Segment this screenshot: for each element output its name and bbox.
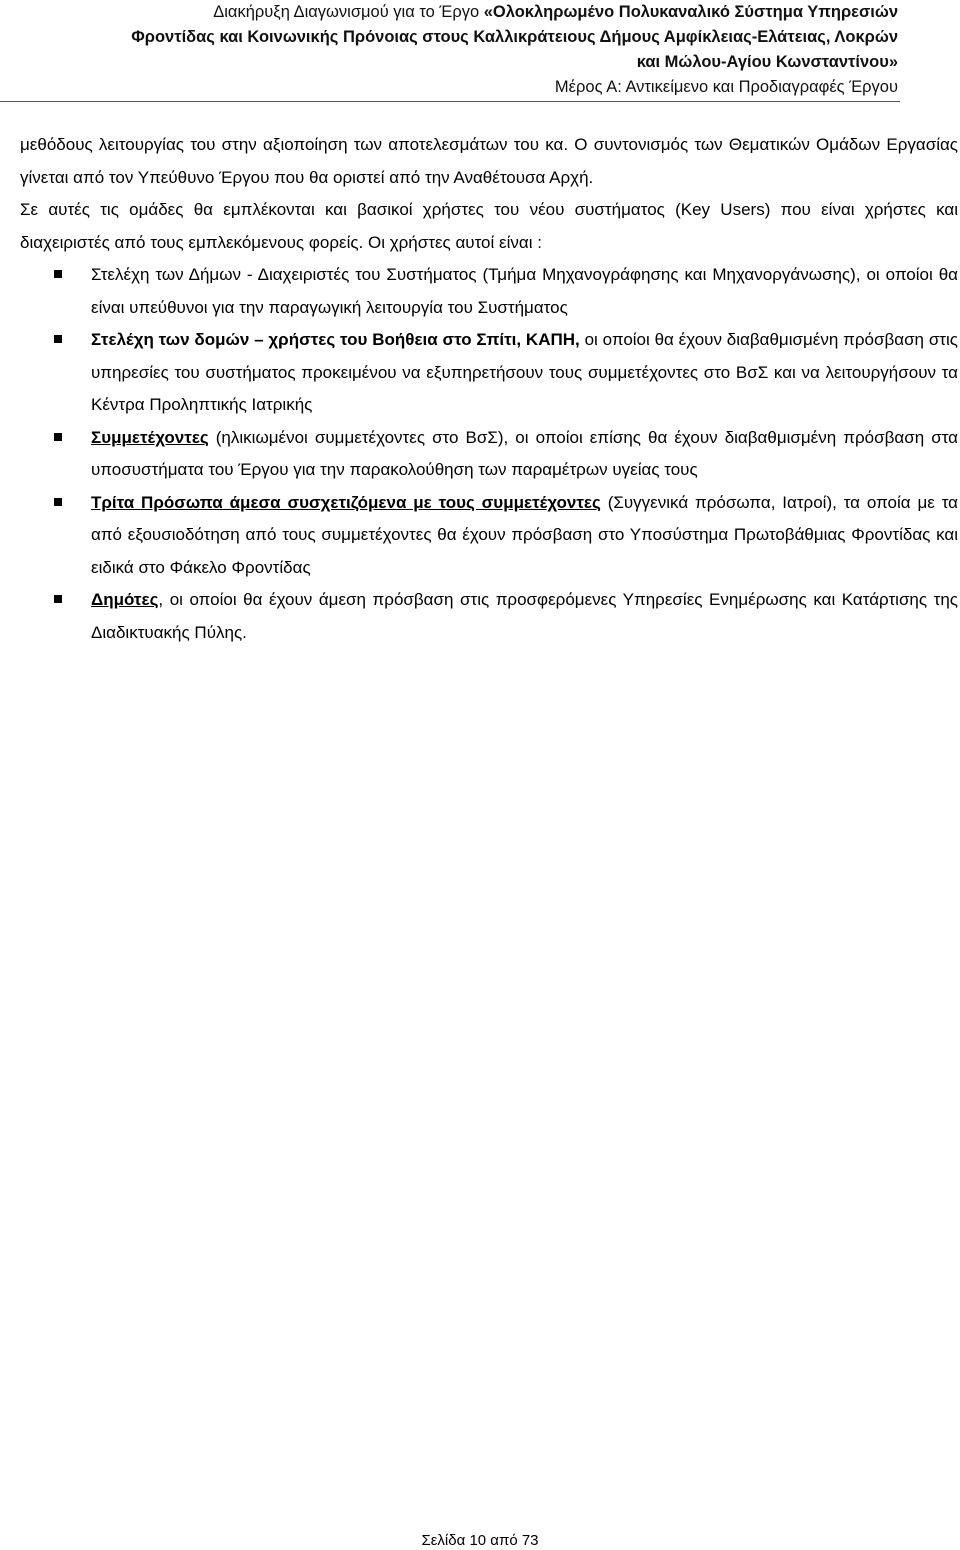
list-item-text: Στελέχη των Δήμων - Διαχειριστές του Συστήματος (Τμήμα Μηχανογράφησης και Μηχανοργάνωσης), οι οποίοι θα είναι υπεύθυνοι για την παραγωγική λειτουργία του Συστήματος <box>91 265 958 317</box>
square-bullet-icon <box>54 270 62 278</box>
header-line-2 <box>0 25 898 50</box>
list-item-bold: Στελέχη των δομών – χρήστες του Βοήθεια στο Σπίτι, ΚΑΠΗ, <box>91 330 580 349</box>
list-item-bold: Συμμετέχοντες <box>91 427 209 447</box>
paragraph-2: Σε αυτές τις ομάδες θα εμπλέκονται και βασικοί χρήστες του νέου συστήματος (Key Users) που είναι χρήστες και διαχειριστές από τους εμπλεκόμενους φορείς. Οι χρήστες αυτοί είναι : <box>20 200 958 252</box>
document-header <box>0 0 898 100</box>
list-item-bold: Τρίτα Πρόσωπα άμεσα συσχετιζόμενα με τους συμμετέχοντες <box>91 492 601 512</box>
list-item-text: , οι οποίοι θα έχουν άμεση πρόσβαση στις προσφερόμενες Υπηρεσίες Ενημέρωσης και Κατάρτισης της Διαδικτυακής Πύλης. <box>91 590 958 642</box>
square-bullet-icon <box>54 595 62 603</box>
list-item-bold: Δημότες <box>91 590 159 609</box>
list-item-text: οι οποίοι θα έχουν διαβαθμισμένη πρόσβαση στις υπηρεσίες του συστήματος προκειμένου να εξυπηρετήσουν τους συμμετέχοντες στο ΒσΣ και να λειτουργήσουν τα Κέντρα Προληπτικής Ιατρικής <box>91 330 958 414</box>
list-item-text: (ηλικιωμένοι συμμετέχοντες στο ΒσΣ), οι οποίοι επίσης θα έχουν διαβαθμισμένη πρόσβαση στα υποσυστήματα του Έργου για την παρακολούθηση των παραμέτρων υγείας τους <box>91 427 958 479</box>
header-line-3 <box>0 50 898 75</box>
square-bullet-icon <box>54 335 62 343</box>
header-line-1 <box>0 0 898 25</box>
square-bullet-icon <box>54 433 62 441</box>
square-bullet-icon <box>54 498 62 506</box>
header-line-2-text: Φροντίδας και Κοινωνικής Πρόνοιας στους Καλλικράτειους Δήμους Αμφίκλειας-Ελάτειας, Λοκρών <box>131 28 898 46</box>
list-item <box>20 259 958 324</box>
header-line-4: Μέρος Α: Αντικείμενο και Προδιαγραφές Έργου <box>554 78 898 96</box>
list-item <box>20 324 958 422</box>
document-body <box>20 129 958 649</box>
user-list <box>20 259 958 649</box>
header-line-1-prefix: Διακήρυξη Διαγωνισμού για το Έργο <box>213 3 484 21</box>
list-item <box>20 487 958 585</box>
header-line-3-text: και Μώλου-Αγίου Κωνσταντίνου» <box>636 53 898 71</box>
paragraph-1: μεθόδους λειτουργίας του στην αξιοποίηση των αποτελεσμάτων του κα. Ο συντονισμός των Θεματικών Ομάδων Εργασίας γίνεται από τον Υπεύθυνο Έργου που θα οριστεί από την Αναθέτουσα Αρχή. <box>20 135 958 187</box>
list-item <box>20 584 958 649</box>
list-item <box>20 422 958 487</box>
list-item-text: (Συγγενικά πρόσωπα, Ιατροί), τα οποία με τα από εξουσιοδότηση από τους συμμετέχοντες θα έχουν πρόσβαση στο Υποσύστημα Πρωτοβάθμιας Φροντίδας και ειδικά στο Φάκελο Φροντίδας <box>91 492 959 577</box>
header-divider <box>0 101 900 102</box>
header-line-1-bold: «Ολοκληρωμένο Πολυκαναλικό Σύστημα Υπηρεσιών <box>483 3 898 21</box>
page-number: Σελίδα 10 από 73 <box>421 1532 539 1549</box>
